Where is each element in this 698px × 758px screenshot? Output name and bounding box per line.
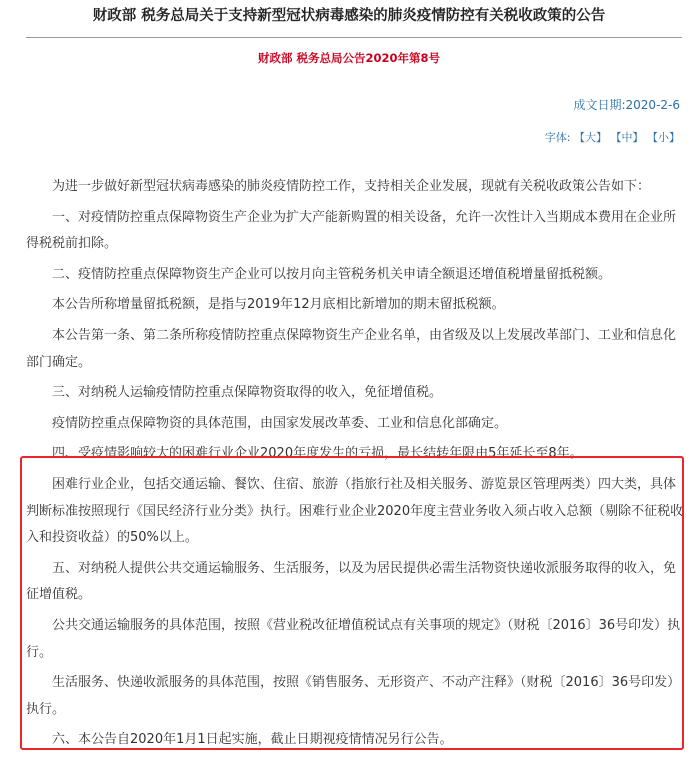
font-small-link[interactable]: 【小】 (647, 131, 680, 144)
date-value: 2020-2-6 (625, 98, 680, 112)
paragraph-item-4-detail: 困难行业企业，包括交通运输、餐饮、住宿、旅游（指旅行社及相关服务、游览景区管理两类）四大类，具体判断标准按照现行《国民经济行业分类》执行。困难行业企业2020年度主营业务收入须占收入总额（剔除不征税收入和投资收益）的50%以上。 (26, 476, 684, 546)
font-large-link[interactable]: 【大】 (574, 131, 607, 144)
paragraph-item-2: 二、疫情防控重点保障物资生产企业可以按月向主管税务机关申请全额退还增值税增量留抵税额。 (52, 266, 612, 282)
font-size-label: 字体: (544, 131, 571, 144)
issue-date (573, 96, 680, 113)
paragraph-item-5-transport: 公共交通运输服务的具体范围，按照《营业税改征增值税试点有关事项的规定》（财税〔2016〕36号印发）执行。 (26, 617, 681, 660)
paragraph-item-3-scope: 疫情防控重点保障物资的具体范围，由国家发展改革委、工业和信息化部确定。 (52, 415, 508, 431)
article-body (26, 174, 686, 758)
paragraph-item-5: 五、对纳税人提供公共交通运输服务、生活服务，以及为居民提供必需生活物资快递收派服务取得的收入，免征增值税。 (26, 560, 677, 603)
paragraph-item-6: 六、本公告自2020年1月1日起实施，截止日期视疫情情况另行公告。 (52, 732, 453, 748)
paragraph-item-4: 四、受疫情影响较大的困难行业企业2020年度发生的亏损，最长结转年限由5年延长至8年。 (52, 446, 583, 462)
paragraph-item-2-scope: 本公告第一条、第二条所称疫情防控重点保障物资生产企业名单，由省级及以上发展改革部门、工业和信息化部门确定。 (26, 327, 677, 370)
paragraph-item-1: 一、对疫情防控重点保障物资生产企业为扩大产能新购置的相关设备，允许一次性计入当期成本费用在企业所得税税前扣除。 (26, 209, 677, 252)
font-medium-link[interactable]: 【中】 (610, 131, 644, 144)
paragraph-item-2-note: 本公告所称增量留抵税额，是指与2019年12月底相比新增加的期末留抵税额。 (52, 297, 505, 313)
page-title: 财政部 税务总局关于支持新型冠状病毒感染的肺炎疫情防控有关税收政策的公告 (92, 8, 606, 24)
paragraph-item-5-life: 生活服务、快递收派服务的具体范围，按照《销售服务、无形资产、不动产注释》（财税〔2016〕36号印发）执行。 (26, 675, 681, 717)
date-label: 成文日期: (573, 98, 626, 112)
font-size-controls (545, 129, 680, 145)
paragraph-intro: 为进一步做好新型冠状病毒感染的肺炎疫情防控工作，支持相关企业发展，现就有关税收政策公告如下： (52, 179, 651, 194)
paragraph-item-3: 三、对纳税人运输疫情防控重点保障物资取得的收入，免征增值税。 (52, 385, 443, 401)
title-divider (26, 37, 682, 38)
document-number: 财政部 税务总局公告2020年第8号 (257, 51, 440, 65)
